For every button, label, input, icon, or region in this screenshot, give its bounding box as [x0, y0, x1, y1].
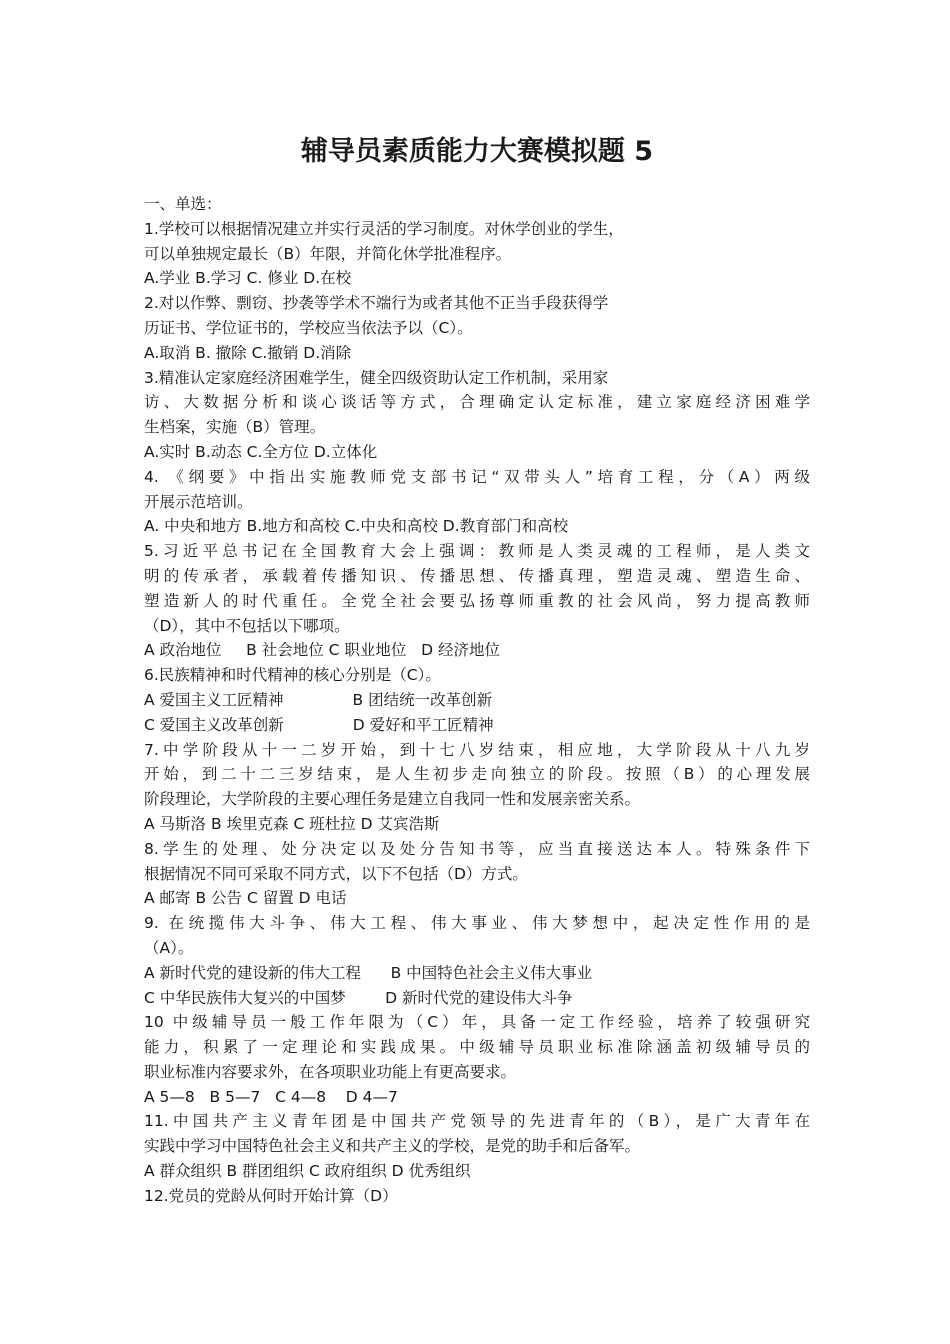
text-line: 实践中学习中国特色社会主义和共产主义的学校，是党的助手和后备军。 [144, 1137, 641, 1156]
text-line: A 群众组织 B 群团组织 C 政府组织 D 优秀组织 [144, 1162, 471, 1181]
text-line: 6.民族精神和时代精神的核心分别是（C）。 [144, 666, 441, 685]
text-line: 2.对以作弊、剽窃、抄袭等学术不端行为或者其他不正当手段获得学 [144, 294, 609, 313]
text-line: 开始，到二十二三岁结束，是人生初步走向独立的阶段。按照（B）的心理发展 [144, 765, 810, 784]
text-line: 1.学校可以根据情况建立并实行灵活的学习制度。对休学创业的学生， [144, 219, 624, 238]
text-line: 4. 《纲要》中指出实施教师党支部书记“双带头人”培育工程，分（A）两级 [144, 467, 810, 486]
text-line: A 5—8 B 5—7 C 4—8 D 4—7 [144, 1087, 398, 1106]
text-line: 职业标准内容要求外，在各项职业功能上有更高要求。 [144, 1062, 517, 1081]
text-line: C 爱国主义改革创新 D 爱好和平工匠精神 [144, 715, 494, 734]
text-line: A.取消 B. 撤除 C.撤销 D.消除 [144, 343, 352, 362]
text-line: （A）。 [144, 938, 194, 957]
text-line: 开展示范培训。 [144, 492, 253, 511]
text-line: 9. 在统揽伟大斗争、伟大工程、伟大事业、伟大梦想中，起决定性作用的是 [144, 914, 810, 933]
text-line: 10 中级辅导员一般工作年限为（C）年，具备一定工作经验，培养了较强研究 [144, 1013, 810, 1032]
text-line: 8.学生的处理、处分决定以及处分告知书等，应当直接送达本人。特殊条件下 [144, 839, 810, 858]
text-line: 生档案，实施（B）管理。 [144, 418, 326, 437]
text-line: 3.精准认定家庭经济困难学生，健全四级资助认定工作机制，采用家 [144, 368, 609, 387]
document-body [144, 192, 810, 1209]
document-title: 辅导员素质能力大赛模拟题 5 [300, 136, 654, 167]
text-line: A 政治地位 B 社会地位 C 职业地位 D 经济地位 [144, 641, 501, 660]
text-line: 阶段理论，大学阶段的主要心理任务是建立自我同一性和发展亲密关系。 [144, 790, 641, 809]
text-line: 5.习近平总书记在全国教育大会上强调：教师是人类灵魂的工程师，是人类文 [144, 542, 810, 561]
text-line: A.学业 B.学习 C. 修业 D.在校 [144, 269, 352, 288]
text-line: A. 中央和地方 B.地方和高校 C.中央和高校 D.教育部门和高校 [144, 517, 569, 536]
text-line: 能力，积累了一定理论和实践成果。中级辅导员职业标准除涵盖初级辅导员的 [144, 1038, 810, 1057]
text-line: 可以单独规定最长（B）年限，并简化休学批准程序。 [144, 244, 512, 263]
text-line: C 中华民族伟大复兴的中国梦 D 新时代党的建设伟大斗争 [144, 988, 573, 1007]
text-line: 访、大数据分析和谈心谈话等方式，合理确定认定标准，建立家庭经济困难学 [144, 393, 810, 412]
text-line: A 新时代党的建设新的伟大工程 B 中国特色社会主义伟大事业 [144, 963, 593, 982]
text-line: A.实时 B.动态 C.全方位 D.立体化 [144, 442, 378, 461]
text-line: 塑造新人的时代重任。全党全社会要弘扬尊师重教的社会风尚，努力提高教师 [144, 591, 810, 610]
text-line: A 马斯洛 B 埃里克森 C 班杜拉 D 艾宾浩斯 [144, 814, 440, 833]
text-line: 一、单选： [144, 195, 222, 213]
text-line: 7.中学阶段从十一二岁开始，到十七八岁结束，相应地，大学阶段从十八九岁 [144, 740, 810, 759]
text-line: （D），其中不包括以下哪项。 [144, 616, 350, 635]
text-line: 历证书、学位证书的，学校应当依法予以（C）。 [144, 318, 473, 337]
text-line: A 邮寄 B 公告 C 留置 D 电话 [144, 889, 347, 908]
text-line: 12.党员的党龄从何时开始计算（D） [144, 1186, 398, 1205]
text-line: A 爱国主义工匠精神 B 团结统一改革创新 [144, 690, 493, 709]
text-line: 明的传承者，承载着传播知识、传播思想、传播真理，塑造灵魂、塑造生命、 [144, 566, 810, 585]
text-line: 根据情况不同可采取不同方式，以下不包括（D）方式。 [144, 864, 528, 883]
text-line: 11.中国共产主义青年团是中国共产党领导的先进青年的（B），是广大青年在 [144, 1112, 810, 1131]
